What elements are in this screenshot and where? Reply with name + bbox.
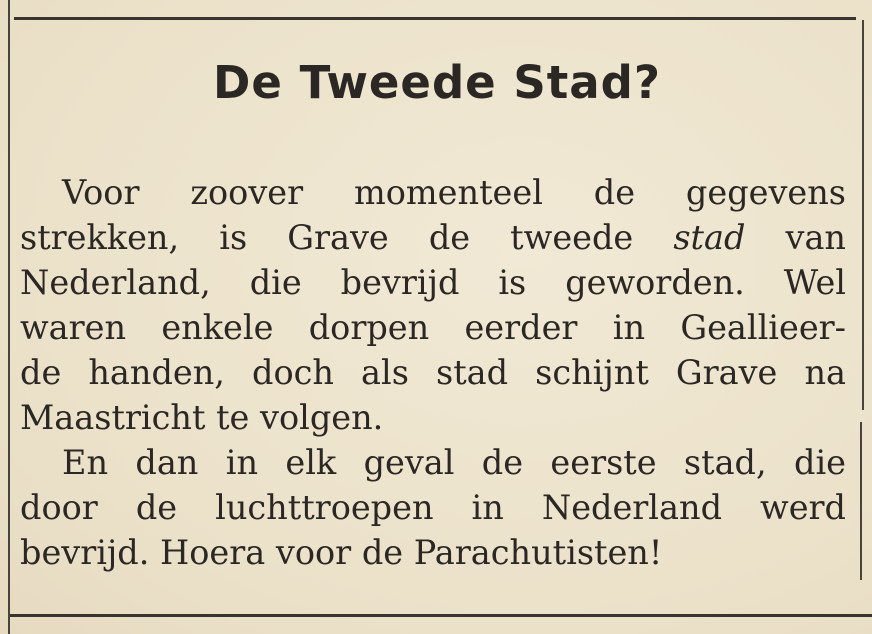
article-body xyxy=(20,170,846,575)
paragraph-1 xyxy=(20,170,846,440)
right-column-rule-lower xyxy=(860,422,862,580)
text-line: En dan in elk geval de eerste stad, die xyxy=(62,443,846,482)
text-line: Maastricht te volgen. xyxy=(20,398,384,437)
text-line xyxy=(20,215,846,260)
bottom-rule xyxy=(10,614,872,617)
text-line: waren enkele dorpen eerder in Geallieer- xyxy=(20,308,846,347)
headline: De Tweede Stad? xyxy=(213,56,661,109)
text-line: Nederland, die bevrijd is geworden. Wel xyxy=(20,263,846,302)
text-line: de handen, doch als stad schijnt Grave na xyxy=(20,353,846,392)
paragraph-2 xyxy=(20,440,846,575)
right-column-rule xyxy=(862,20,864,410)
text-segment: strekken, is Grave de tweede xyxy=(20,218,634,257)
text-line: bevrijd. Hoera voor de Parachutisten! xyxy=(20,533,663,572)
text-line: door de luchttroepen in Nederland werd xyxy=(20,488,846,527)
emphasis-stad: stad xyxy=(673,218,746,257)
left-column-rule xyxy=(8,0,10,634)
text-line: Voor zoover momenteel de gegevens xyxy=(62,173,846,212)
top-rule xyxy=(14,17,856,20)
text-segment: van xyxy=(785,218,846,257)
